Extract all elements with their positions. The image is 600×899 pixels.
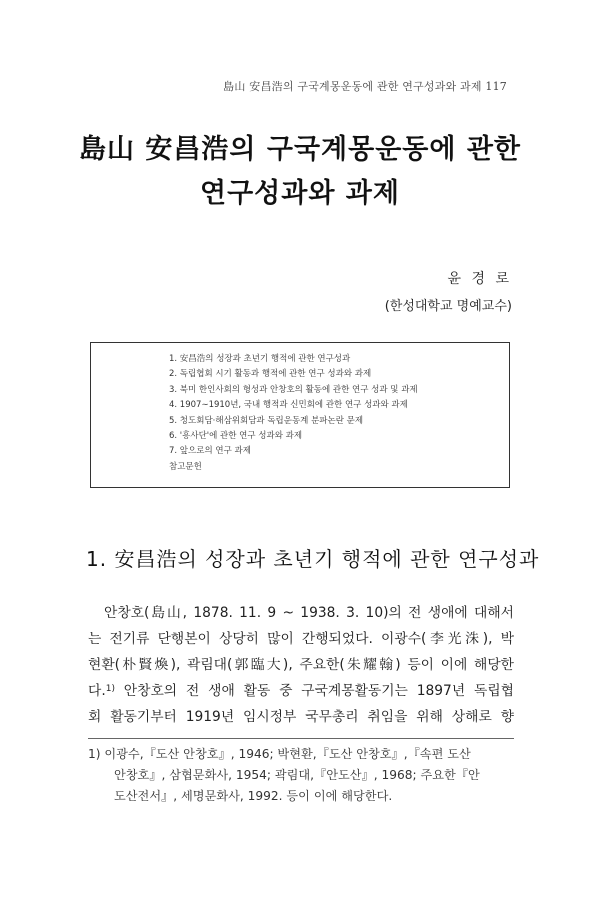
running-header: 島山 安昌浩의 구국계몽운동에 관한 연구성과와 과제 117 xyxy=(223,80,507,93)
toc-item: 7. 앞으로의 연구 과제 xyxy=(169,446,251,457)
body-line: 는 전기류 단행본이 상당히 많이 간행되었다. 이광수(李光洙), 박 xyxy=(88,631,514,647)
body-text: 다. xyxy=(88,683,106,699)
body-paragraph xyxy=(88,600,514,730)
toc-item: 6. '흥사단'에 관한 연구 성과와 과제 xyxy=(169,431,303,442)
footnote-line: 안창호』, 삼협문화사, 1954; 곽림대,『안도산』, 1968; 주요한『안 xyxy=(114,768,480,782)
title-line-1: 島山 安昌浩의 구국계몽운동에 관한 xyxy=(78,134,522,165)
toc-item: 4. 1907∼1910년, 국내 행적과 신민회에 관한 연구 성과와 과제 xyxy=(169,400,408,411)
author-name: 윤 경 로 xyxy=(447,271,512,287)
footnote-divider xyxy=(88,738,514,739)
body-line xyxy=(88,678,514,704)
footnote xyxy=(88,744,514,807)
toc-item: 참고문헌 xyxy=(169,461,202,472)
toc-item: 5. 청도회담·해삼위회담과 독립운동계 분파논란 문제 xyxy=(169,415,364,426)
toc-item: 1. 安昌浩의 성장과 초년기 행적에 관한 연구성과 xyxy=(169,354,351,364)
author-block xyxy=(385,268,512,318)
body-text: 안창호의 전 생애 활동 중 구국계몽활동기는 1897년 독립협 xyxy=(114,683,514,699)
body-line: 안창호(島山, 1878. 11. 9 ~ 1938. 3. 10)의 전 생애에 대해서 xyxy=(104,605,514,621)
author-affiliation: (한성대학교 명예교수) xyxy=(384,299,512,314)
footnote-line: 도산전서』, 세명문화사, 1992. 등이 이에 해당한다. xyxy=(114,789,393,803)
section-heading: 1. 安昌浩의 성장과 초년기 행적에 관한 연구성과 xyxy=(86,547,540,571)
footnote-reference: 1) xyxy=(105,684,115,694)
toc-item: 3. 북미 한인사회의 형성과 안창호의 활동에 관한 연구 성과 및 과제 xyxy=(169,384,418,395)
footnote-line: 1) 이광수,『도산 안창호』, 1946; 박현환,『도산 안창호』,『속편 도산 xyxy=(88,747,471,761)
body-line: 현환(朴賢煥), 곽림대(郭臨大), 주요한(朱耀翰) 등이 이에 해당한 xyxy=(88,657,514,673)
article-title xyxy=(0,128,600,216)
body-line: 회 활동기부터 1919년 임시정부 국무총리 취임을 위해 상해로 향 xyxy=(88,709,514,725)
title-line-2: 연구성과와 과제 xyxy=(200,178,400,209)
table-of-contents xyxy=(90,342,510,488)
toc-item: 2. 독립협회 시기 활동과 행적에 관한 연구 성과와 과제 xyxy=(169,369,372,380)
